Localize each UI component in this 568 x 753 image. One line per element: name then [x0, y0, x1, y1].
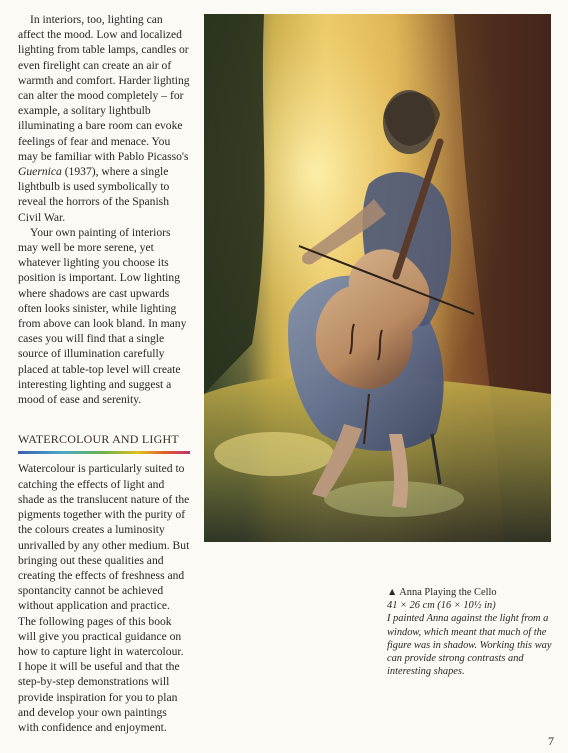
paragraph-watercolour: Watercolour is particularly suited to catching the effects of light and shade as the translucent nature of the pigments together with the purity of the colours creates a luminosity unrivalled by any other medium. But bringing out these qualities and creating the effects of freshness and spontancity cannot be achieved without application and practice. The following pages of this book will give you practical guidance on how to capture light in watercolour. I hope it will be useful and that the step-by-step demonstrations will provide inspiration for you to plan and develop your own paintings with confidence and enjoyment.: [18, 462, 190, 734]
section-heading: WATERCOLOUR AND LIGHT: [18, 432, 179, 447]
body-text-column: [18, 12, 190, 735]
artwork-title-italic: Guernica: [18, 165, 62, 179]
paragraph-text-end: (1937), where a single lightbulb is used symbolically to reveal the horrors of the Spanish Civil War.: [18, 165, 170, 224]
paragraph-text: In interiors, too, lighting can affect the mood. Low and localized lighting from table lamps, candles or even firelight can create an air of warmth and comfort. Harder lighting can alter the mood completely – for example, a solitary lightbulb illuminating a bare room can evoke feelings of fear and menace. You may be familiar with Pablo Picasso's: [18, 13, 190, 163]
caption-description: I painted Anna against the light from a window, which meant that much of the figure was in shadow. Working this way can provide strong contrasts and interesting shapes.: [387, 613, 552, 678]
page-number: 7: [548, 734, 554, 748]
cello-painting: [204, 14, 551, 542]
figure-caption: [387, 586, 557, 678]
caption-dimensions: 41 × 26 cm (16 × 10½ in): [387, 600, 496, 612]
caption-title: ▲ Anna Playing the Cello: [387, 587, 497, 598]
section-rule-rainbow: [18, 451, 190, 454]
paragraph-interiors: [18, 12, 190, 225]
paragraph-lighting-position: Your own painting of interiors may well be more serene, yet whatever lighting you choose its position is important. Low lighting where shadows are cast upwards often looks sinister, while lighting from above can look bland. In many cases you will find that a single source of illumination carefully placed at table-top level will create interesting lighting and suggest a mood of ease and serenity.: [18, 225, 187, 407]
